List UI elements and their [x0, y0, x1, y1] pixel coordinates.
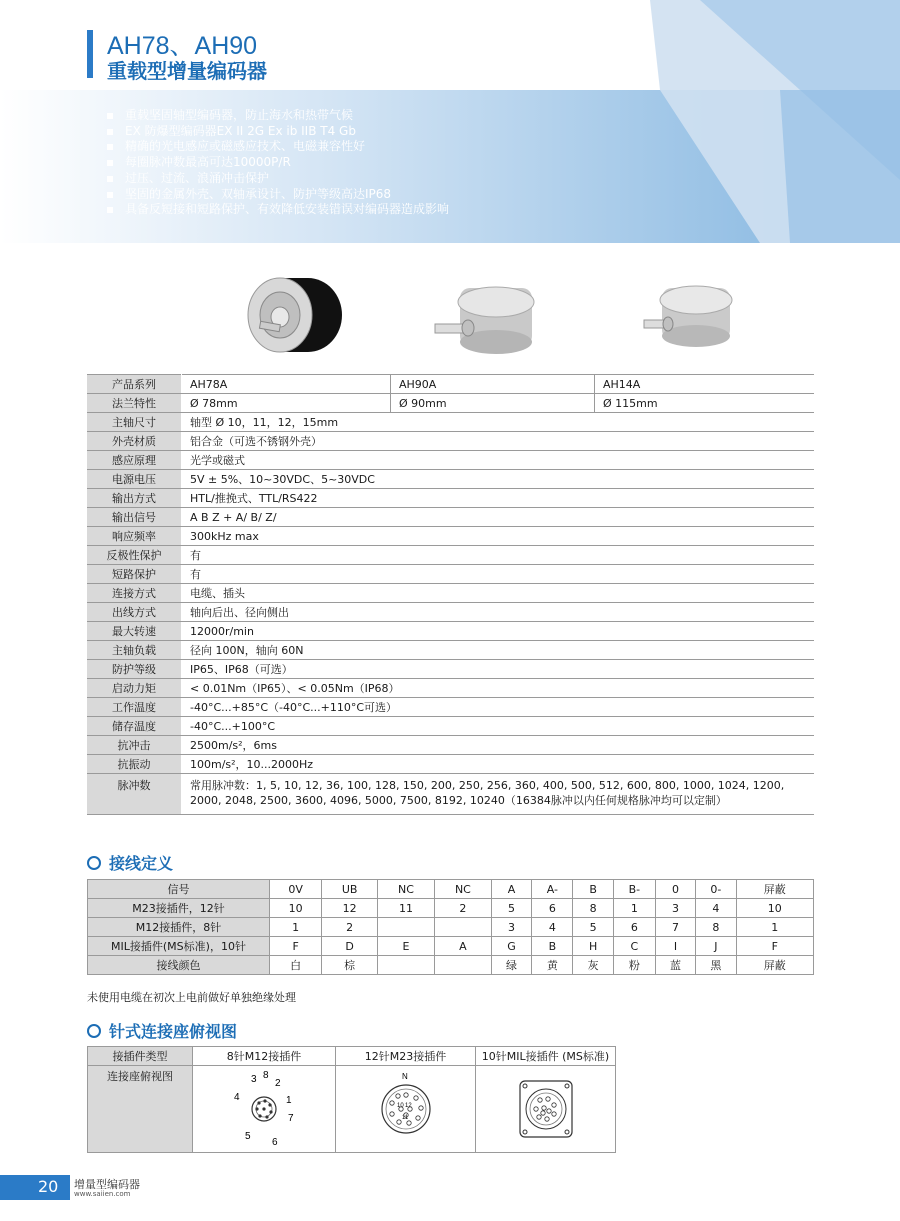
m12-connector-diagram — [204, 1067, 324, 1149]
wiring-cell: A — [491, 880, 531, 899]
spec-label: 感应原理 — [87, 451, 182, 470]
spec-label: 外壳材质 — [87, 432, 182, 451]
mil-pin-diagram — [476, 1066, 616, 1153]
wiring-cell: 屏蔽 — [736, 880, 813, 899]
wiring-cell: NC — [378, 880, 435, 899]
spec-value: 铝合金（可选不锈钢外壳） — [182, 432, 815, 451]
table-row — [87, 660, 814, 679]
wiring-cell: I — [655, 937, 695, 956]
connector-m23-title: 12针M23接插件 — [336, 1047, 476, 1066]
m23-connector-diagram — [346, 1067, 466, 1149]
table-row — [87, 774, 814, 815]
wiring-cell: J — [696, 937, 736, 956]
wiring-cell: B- — [613, 880, 655, 899]
m23-pin-label: 12 — [404, 1102, 412, 1109]
wiring-cell: 蓝 — [655, 956, 695, 975]
wiring-cell: 6 — [532, 899, 573, 918]
wiring-cell: 2 — [322, 918, 378, 937]
wiring-row-label: MIL接插件(MS标准)，10针 — [88, 937, 270, 956]
spec-value: -40°C...+85°C（-40°C...+110°C可选） — [182, 698, 815, 717]
table-row — [87, 679, 814, 698]
connector-m12-title: 8针M12接插件 — [193, 1047, 336, 1066]
page-title: AH78、AH90 — [107, 32, 258, 60]
table-row — [87, 546, 814, 565]
connector-view-label: 连接座俯视图 — [88, 1066, 193, 1153]
feature-item: 精确的光电感应或磁感应技术、电磁兼容性好 — [107, 139, 449, 155]
spec-label: 启动力矩 — [87, 679, 182, 698]
spec-label: 反极性保护 — [87, 546, 182, 565]
table-row — [88, 880, 814, 899]
wiring-cell: 4 — [696, 899, 736, 918]
wiring-cell: 2 — [434, 899, 491, 918]
spec-label: 抗振动 — [87, 755, 182, 774]
spec-value: Ø 78mm — [182, 394, 391, 413]
wiring-cell: UB — [322, 880, 378, 899]
spec-label: 出线方式 — [87, 603, 182, 622]
table-row — [87, 698, 814, 717]
table-row — [88, 918, 814, 937]
wiring-cell: 3 — [491, 918, 531, 937]
spec-value: 300kHz max — [182, 527, 815, 546]
wiring-cell: 7 — [655, 918, 695, 937]
wiring-cell — [378, 918, 435, 937]
wiring-cell: H — [573, 937, 613, 956]
spec-label: 连接方式 — [87, 584, 182, 603]
spec-value: 100m/s²，10...2000Hz — [182, 755, 815, 774]
m12-pin-label: 2 — [275, 1077, 281, 1089]
m12-pin-label: 1 — [286, 1094, 292, 1106]
spec-value: 电缆、插头 — [182, 584, 815, 603]
table-row — [87, 755, 814, 774]
m23-pin-diagram — [336, 1066, 476, 1153]
wiring-cell: 8 — [696, 918, 736, 937]
product-image-ah14a — [640, 280, 740, 355]
wiring-row-label: M23接插件，12针 — [88, 899, 270, 918]
wiring-cell: 10 — [270, 899, 322, 918]
spec-value: 光学或磁式 — [182, 451, 815, 470]
m12-pin-label: 7 — [288, 1112, 294, 1124]
feature-item: EX 防爆型编码器EX II 2G Ex ib IIB T4 Gb — [107, 124, 449, 140]
m12-pin-label: 4 — [234, 1091, 240, 1103]
footer-url: www.saiien.com — [74, 1190, 131, 1198]
feature-list — [107, 108, 449, 218]
pulses-line: 2000, 2048, 2500, 3600, 4096, 5000, 7500, 8192, 10240（16384脉冲以内任何规格脉冲均可以定制） — [190, 794, 727, 807]
wiring-cell: 白 — [270, 956, 322, 975]
feature-item: 重载坚固轴型编码器，防止海水和热带气候 — [107, 108, 449, 124]
table-row — [87, 603, 814, 622]
table-row — [87, 451, 814, 470]
connector-table — [87, 1046, 616, 1153]
feature-item: 每圈脉冲数最高可达10000P/R — [107, 155, 449, 171]
wiring-cell: 粉 — [613, 956, 655, 975]
wiring-cell: 1 — [270, 918, 322, 937]
table-row — [87, 470, 814, 489]
table-row — [88, 1066, 616, 1153]
wiring-cell: 8 — [573, 899, 613, 918]
table-row — [87, 489, 814, 508]
spec-value: Ø 90mm — [391, 394, 595, 413]
wiring-cell: 黄 — [532, 956, 573, 975]
spec-label: 主轴尺寸 — [87, 413, 182, 432]
m12-pin-diagram — [193, 1066, 336, 1153]
spec-value: 有 — [182, 565, 815, 584]
spec-label: 产品系列 — [87, 375, 182, 394]
title-accent-bar — [87, 30, 93, 78]
connector-heading-text: 针式连接座俯视图 — [109, 1022, 238, 1041]
wiring-cell: 3 — [655, 899, 695, 918]
wiring-row-label: 信号 — [88, 880, 270, 899]
spec-label: 短路保护 — [87, 565, 182, 584]
connector-heading — [87, 1019, 237, 1042]
feature-item: 具备反短接和短路保护、有效降低安装错误对编码器造成影响 — [107, 202, 449, 218]
spec-value: AH14A — [595, 375, 815, 394]
table-row — [87, 641, 814, 660]
spec-value: < 0.01Nm（IP65）、< 0.05Nm（IP68） — [182, 679, 815, 698]
wiring-cell — [378, 956, 435, 975]
wiring-cell: 10 — [736, 899, 813, 918]
footer-title: 增量型编码器 — [74, 1178, 140, 1191]
spec-label: 脉冲数 — [87, 774, 182, 815]
wiring-cell — [434, 956, 491, 975]
spec-value — [182, 774, 815, 815]
wiring-cell: 0 — [655, 880, 695, 899]
wiring-cell: 1 — [613, 899, 655, 918]
wiring-cell: 黑 — [696, 956, 736, 975]
m12-pin-label: 8 — [263, 1069, 269, 1081]
wiring-cell: 屏蔽 — [736, 956, 813, 975]
spec-value: IP65、IP68（可选） — [182, 660, 815, 679]
wiring-cell: 5 — [491, 899, 531, 918]
wiring-cell: 5 — [573, 918, 613, 937]
wiring-cell: 0V — [270, 880, 322, 899]
product-image-ah78a — [238, 275, 348, 355]
wiring-cell: 0- — [696, 880, 736, 899]
wiring-cell: F — [736, 937, 813, 956]
table-row — [87, 432, 814, 451]
product-image-ah90a — [430, 280, 540, 360]
table-row — [88, 1047, 616, 1066]
spec-value: Ø 115mm — [595, 394, 815, 413]
spec-value: AH78A — [182, 375, 391, 394]
wiring-cell: 绿 — [491, 956, 531, 975]
wiring-cell: 1 — [736, 918, 813, 937]
wiring-heading-text: 接线定义 — [109, 854, 174, 873]
wiring-table — [87, 879, 814, 975]
spec-value: 轴型 Ø 10，11，12，15mm — [182, 413, 815, 432]
spec-value: HTL/推挽式、TTL/RS422 — [182, 489, 815, 508]
spec-label: 主轴负载 — [87, 641, 182, 660]
spec-value: -40°C...+100°C — [182, 717, 815, 736]
connector-type-label: 接插件类型 — [88, 1047, 193, 1066]
spec-value: 轴向后出、径向侧出 — [182, 603, 815, 622]
spec-table — [87, 374, 814, 815]
table-row — [88, 956, 814, 975]
table-row — [87, 622, 814, 641]
table-row — [87, 565, 814, 584]
spec-label: 电源电压 — [87, 470, 182, 489]
wiring-row-label: 接线颜色 — [88, 956, 270, 975]
wiring-cell: D — [322, 937, 378, 956]
spec-value: A B Z + A/ B/ Z/ — [182, 508, 815, 527]
spec-value: 12000r/min — [182, 622, 815, 641]
spec-value: 有 — [182, 546, 815, 565]
page-number: 20 — [38, 1177, 59, 1196]
wiring-cell: 12 — [322, 899, 378, 918]
m23-key-label: N — [401, 1071, 408, 1081]
spec-value: AH90A — [391, 375, 595, 394]
wiring-cell: G — [491, 937, 531, 956]
wiring-cell: 6 — [613, 918, 655, 937]
feature-item: 坚固的金属外壳、双轴承设计、防护等级高达IP68 — [107, 187, 449, 203]
footer-page-box — [0, 1175, 70, 1200]
wiring-cell: B — [532, 937, 573, 956]
m12-pin-label: 3 — [251, 1073, 257, 1085]
spec-value: 5V ± 5%、10~30VDC、5~30VDC — [182, 470, 815, 489]
spec-label: 防护等级 — [87, 660, 182, 679]
wiring-cell: 棕 — [322, 956, 378, 975]
connector-mil-title: 10针MIL接插件 (MS标准) — [476, 1047, 616, 1066]
mil-connector-diagram — [486, 1067, 606, 1149]
wiring-note: 未使用电缆在初次上电前做好单独绝缘处理 — [87, 991, 296, 1004]
spec-label: 输出方式 — [87, 489, 182, 508]
wiring-heading — [87, 851, 173, 874]
spec-label: 法兰特性 — [87, 394, 182, 413]
page-subtitle: 重载型增量编码器 — [107, 59, 267, 83]
spec-label: 储存温度 — [87, 717, 182, 736]
pulses-line: 常用脉冲数：1, 5, 10, 12, 36, 100, 128, 150, 200, 250, 256, 360, 400, 500, 512, 600, 800, 1000, 1024, 1200, — [190, 779, 785, 792]
wiring-cell: 11 — [378, 899, 435, 918]
table-row — [87, 375, 814, 394]
feature-item: 过压、过流、浪涌冲击保护 — [107, 171, 449, 187]
wiring-cell: F — [270, 937, 322, 956]
spec-label: 输出信号 — [87, 508, 182, 527]
wiring-cell: C — [613, 937, 655, 956]
table-row — [87, 413, 814, 432]
table-row — [87, 527, 814, 546]
table-row — [88, 899, 814, 918]
circle-icon — [87, 1024, 101, 1038]
wiring-cell: NC — [434, 880, 491, 899]
spec-label: 最大转速 — [87, 622, 182, 641]
wiring-cell: A- — [532, 880, 573, 899]
table-row — [87, 584, 814, 603]
wiring-cell: E — [378, 937, 435, 956]
m12-pin-label: 5 — [245, 1130, 251, 1142]
spec-label: 响应频率 — [87, 527, 182, 546]
wiring-cell — [434, 918, 491, 937]
m23-pin-label: 10 — [396, 1102, 404, 1109]
spec-label: 抗冲击 — [87, 736, 182, 755]
m23-pin-label: 11 — [401, 1114, 408, 1121]
spec-value: 2500m/s²，6ms — [182, 736, 815, 755]
wiring-cell: B — [573, 880, 613, 899]
table-row — [87, 717, 814, 736]
spec-value: 径向 100N，轴向 60N — [182, 641, 815, 660]
table-row — [87, 394, 814, 413]
wiring-cell: A — [434, 937, 491, 956]
m12-pin-label: 6 — [272, 1136, 278, 1148]
table-row — [87, 736, 814, 755]
wiring-cell: 灰 — [573, 956, 613, 975]
wiring-row-label: M12接插件，8针 — [88, 918, 270, 937]
table-row — [87, 508, 814, 527]
circle-icon — [87, 856, 101, 870]
table-row — [88, 937, 814, 956]
spec-label: 工作温度 — [87, 698, 182, 717]
wiring-cell: 4 — [532, 918, 573, 937]
